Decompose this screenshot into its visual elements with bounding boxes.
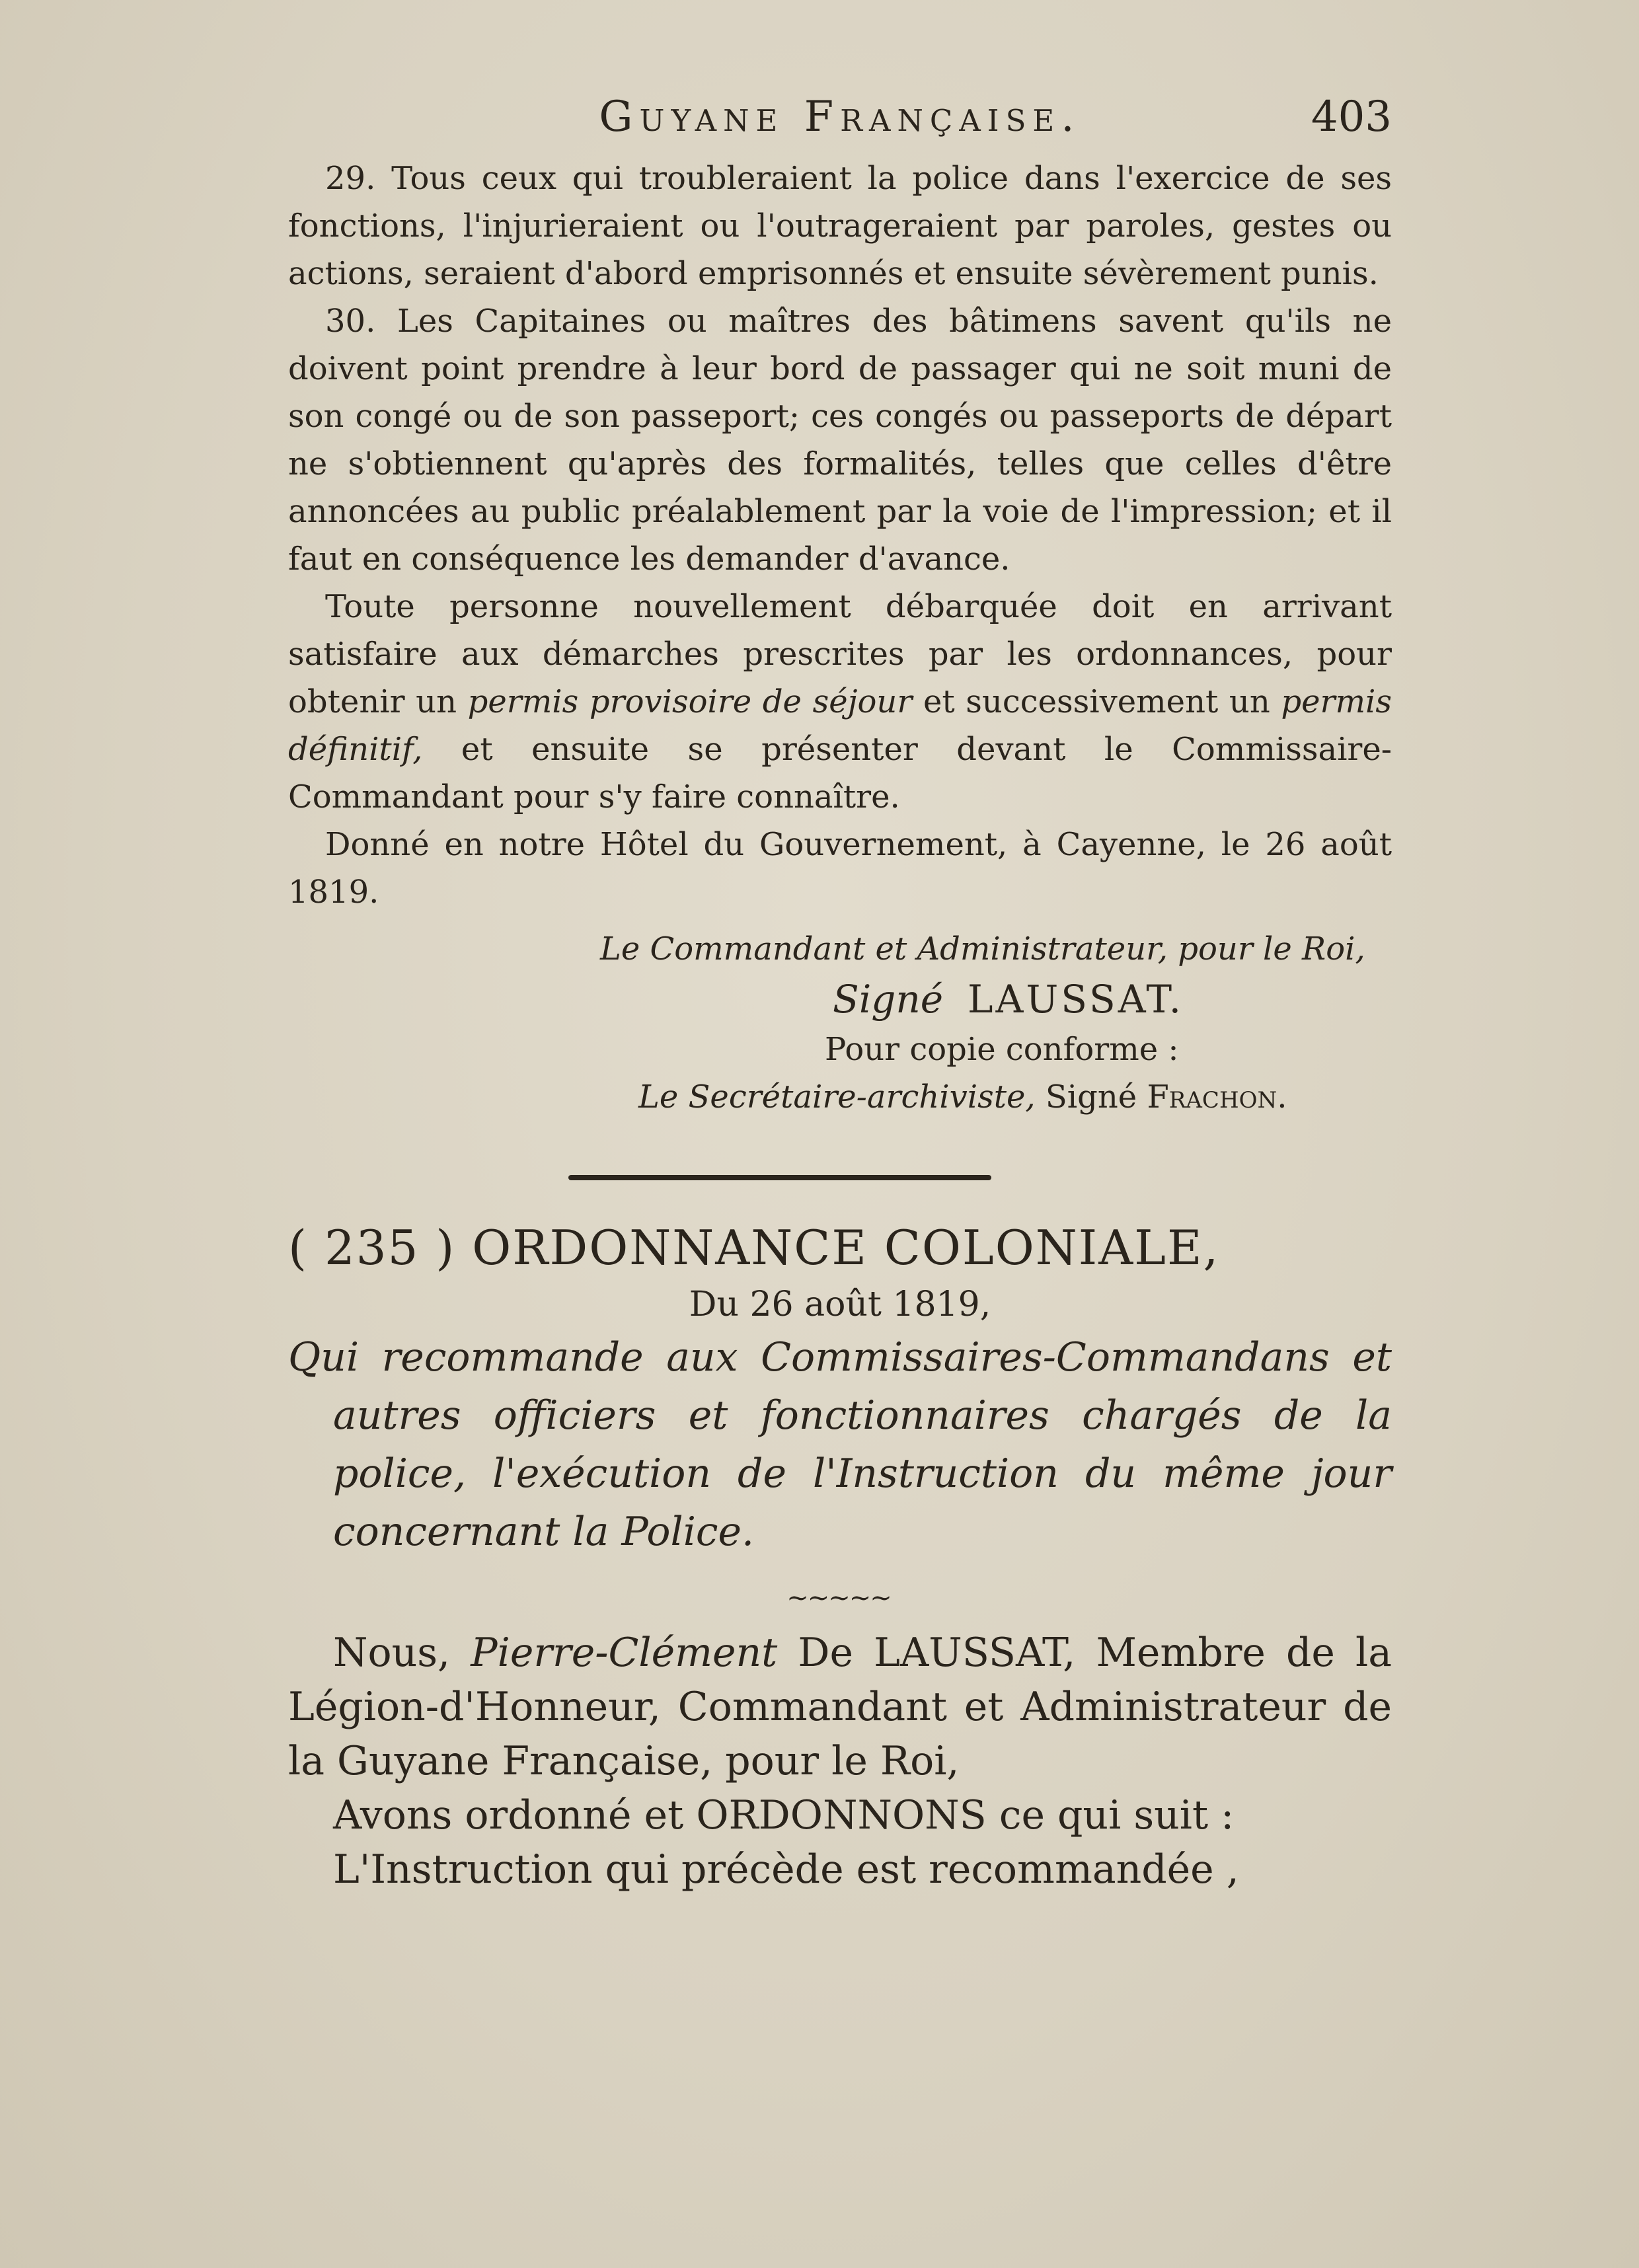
date-paragraph: [288, 821, 1392, 916]
signe-name: LAUSSAT.: [967, 977, 1184, 1022]
article-30: [288, 297, 1392, 583]
paragraph-29: 29. Tous ceux qui troubleraient la police dans l'exercice de ses fonctions, l'injurieraient ou l'outrageraient par paroles, gestes ou actions, seraient d'abord emprisonnés et ensuite sévèrement punis.: [288, 160, 1392, 292]
ordonnance-summary: [288, 1328, 1392, 1561]
permis-definitif: permis définitif,: [288, 683, 1392, 768]
toute-text-b: et successivement un: [923, 683, 1270, 720]
nous-name: Pierre-Clément: [471, 1630, 778, 1676]
paragraph-donne: Donné en notre Hôtel du Gouvernement, à Cayenne, le 26 août 1819.: [288, 826, 1392, 911]
signature-block: [288, 925, 1392, 1121]
arrival-paragraph: [288, 583, 1392, 821]
secretaire-name: Frachon.: [1147, 1078, 1287, 1115]
ordonnance-date: Du 26 août 1819,: [689, 1285, 991, 1324]
summary-text: Qui recommande aux Commissaires-Commandans et autres officiers et fonctionnaires chargés de la police, l'exécution de l'Instruction du même jour concernant la Police.: [288, 1334, 1392, 1555]
running-title: Guyane Française.: [599, 93, 1081, 141]
nous-paragraph: [288, 1626, 1392, 1788]
signed-line: [288, 973, 1392, 1026]
nous-b: De LAUSSAT, Membre de la Légion-d'Honneur, Commandant et Administrateur de la Guyane Française, pour le Roi,: [288, 1630, 1392, 1784]
permis-provisoire: permis provisoire de séjour: [467, 683, 913, 720]
paragraph-toute-personne: [288, 583, 1392, 821]
toute-text-c: et ensuite se présenter devant le Commissaire-Commandant pour s'y faire connaître.: [288, 731, 1392, 815]
page-number: 403: [1311, 93, 1392, 141]
ornament: ~~~~~: [786, 1583, 891, 1613]
secretaire-line: [288, 1073, 1392, 1121]
secretaire-signe: Signé: [1045, 1078, 1137, 1115]
toute-text-a: Toute personne nouvellement débarquée doit en arrivant satisfaire aux démarches prescrites par les ordonnances, pour obtenir un: [288, 588, 1392, 720]
instruction-line: L'Instruction qui précède est recommandée ,: [333, 1846, 1239, 1893]
signe-label: Signé: [833, 977, 944, 1022]
article-29: [288, 155, 1392, 297]
commandant-line: Le Commandant et Administrateur, pour le Roi,: [600, 930, 1365, 967]
secretaire-role: Le Secrétaire-archiviste,: [638, 1078, 1036, 1115]
ordonnance-body: [288, 1626, 1392, 1897]
copie-line: Pour copie conforme :: [825, 1031, 1179, 1068]
paragraph-30: 30. Les Capitaines ou maîtres des bâtimens savent qu'ils ne doivent point prendre à leur bord de passager qui ne soit muni de son congé ou de son passeport; ces congés ou passeports de départ ne s'obtiennent qu'après des formalités, telles que celles d'être annoncées au public préalablement par la voie de l'impression; et il faut en conséquence les demander d'avance.: [288, 303, 1392, 578]
ordonnance-title: ( 235 ) ORDONNANCE COLONIALE,: [288, 1220, 1220, 1275]
nous-a: Nous,: [333, 1630, 451, 1676]
section-divider: [568, 1175, 991, 1180]
page-header: [288, 93, 1392, 152]
avons-line: Avons ordonné et ORDONNONS ce qui suit :: [333, 1792, 1235, 1838]
